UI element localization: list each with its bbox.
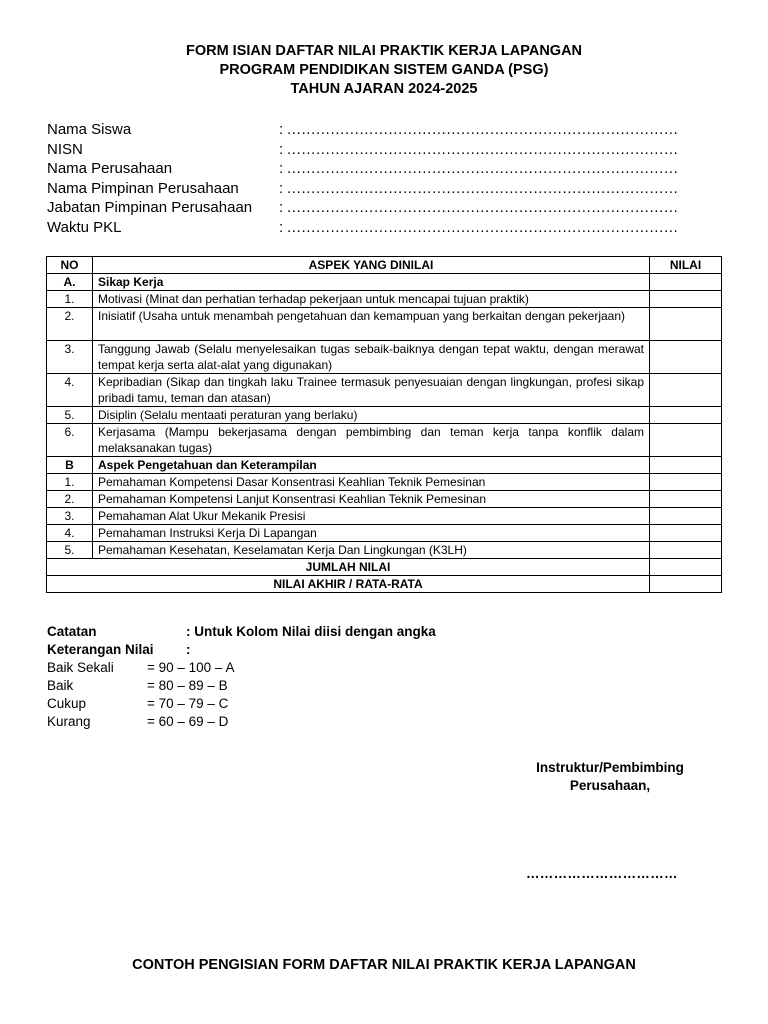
section-row-a — [47, 274, 722, 291]
score-cell — [650, 341, 722, 374]
grade-label: Baik Sekali — [47, 660, 114, 675]
table-row — [47, 291, 722, 308]
item-no: 3. — [47, 341, 93, 374]
table-row — [47, 525, 722, 542]
table-row — [47, 491, 722, 508]
table-row — [47, 374, 722, 407]
signature-company: Perusahaan, — [569, 778, 651, 793]
info-blank: : ……………………………………………………………………… — [279, 160, 678, 177]
item-no: 2. — [47, 491, 93, 508]
info-blank: : ……………………………………………………………………… — [279, 199, 678, 216]
grade-range: = 80 – 89 – B — [147, 678, 228, 693]
item-no: 1. — [47, 291, 93, 308]
info-row-student-name — [47, 120, 727, 140]
item-desc: Inisiatif (Usaha untuk menambah pengetahuan dan kemampuan yang berkaitan dengan pekerjaan) — [93, 308, 650, 341]
item-no: 5. — [47, 542, 93, 559]
score-cell — [650, 542, 722, 559]
info-blank: : ……………………………………………………………………… — [279, 140, 678, 158]
table-row — [47, 474, 722, 491]
total-label: JUMLAH NILAI — [47, 559, 650, 576]
section-no: A. — [47, 274, 93, 291]
info-row-nisn — [47, 140, 727, 160]
info-label: Nama Siswa — [47, 121, 132, 138]
item-desc: Pemahaman Instruksi Kerja Di Lapangan — [93, 525, 650, 542]
score-cell — [650, 291, 722, 308]
section-no: B — [47, 457, 93, 474]
item-no: 4. — [47, 525, 93, 542]
info-row-pkl-period — [47, 218, 727, 238]
table-row — [47, 308, 722, 341]
info-label: Nama Perusahaan — [47, 160, 173, 177]
header-no: NO — [47, 257, 93, 274]
signature-title: Instruktur/Pembimbing — [536, 760, 684, 775]
item-desc: Motivasi (Minat dan perhatian terhadap pekerjaan untuk mencapai tujuan praktik) — [93, 291, 650, 308]
item-no: 5. — [47, 407, 93, 424]
score-cell — [650, 308, 722, 341]
academic-year: TAHUN AJARAN 2024-2025 — [290, 81, 478, 97]
header-aspect: ASPEK YANG DINILAI — [93, 257, 650, 274]
table-row — [47, 424, 722, 457]
score-cell — [650, 457, 722, 474]
signature-block — [510, 759, 710, 795]
item-desc: Pemahaman Alat Ukur Mekanik Presisi — [93, 508, 650, 525]
header-score: NILAI — [650, 257, 722, 274]
item-desc: Pemahaman Kesehatan, Keselamatan Kerja Dan Lingkungan (K3LH) — [93, 542, 650, 559]
score-cell — [650, 559, 722, 576]
info-label: Nama Pimpinan Perusahaan — [47, 179, 239, 197]
form-subtitle: PROGRAM PENDIDIKAN SISTEM GANDA (PSG) — [219, 62, 549, 78]
info-blank: : ……………………………………………………………………… — [279, 179, 678, 197]
info-blank: : ……………………………………………………………………… — [279, 121, 678, 138]
grade-range: = 90 – 100 – A — [147, 660, 235, 675]
item-desc: Pemahaman Kompetensi Lanjut Konsentrasi Keahlian Teknik Pemesinan — [93, 491, 650, 508]
note-text: : Untuk Kolom Nilai diisi dengan angka — [186, 624, 436, 639]
table-header-row — [47, 257, 722, 274]
table-row — [47, 508, 722, 525]
info-row-leader-position — [47, 198, 727, 218]
info-row-company-leader — [47, 179, 727, 199]
average-label: NILAI AKHIR / RATA-RATA — [47, 576, 650, 593]
score-cell — [650, 274, 722, 291]
info-label: Jabatan Pimpinan Perusahaan — [47, 199, 253, 216]
score-cell — [650, 576, 722, 593]
item-desc: Kerjasama (Mampu bekerjasama dengan pembimbing dan teman kerja tanpa konflik dalam melaksanakan tugas) — [93, 424, 650, 457]
footer-caption: CONTOH PENGISIAN FORM DAFTAR NILAI PRAKTIK KERJA LAPANGAN — [132, 957, 636, 973]
item-desc: Disiplin (Selalu mentaati peraturan yang berlaku) — [93, 407, 650, 424]
item-no: 3. — [47, 508, 93, 525]
score-cell — [650, 474, 722, 491]
info-label: NISN — [47, 140, 83, 158]
item-desc: Kepribadian (Sikap dan tingkah laku Trainee termasuk penyesuaian dengan lingkungan, profesi sikap pribadi tamu, teman dan atasan) — [93, 374, 650, 407]
form-title: FORM ISIAN DAFTAR NILAI PRAKTIK KERJA LAPANGAN — [185, 43, 583, 59]
assessment-table — [46, 256, 722, 593]
section-row-b — [47, 457, 722, 474]
grade-label: Baik — [47, 678, 74, 693]
item-no: 6. — [47, 424, 93, 457]
item-no: 2. — [47, 308, 93, 341]
note-label: Catatan — [47, 624, 97, 639]
info-row-company — [47, 159, 727, 179]
grade-range: = 70 – 79 – C — [147, 696, 229, 711]
grade-label: Kurang — [47, 714, 91, 729]
info-label: Waktu PKL — [47, 218, 122, 236]
item-desc: Pemahaman Kompetensi Dasar Konsentrasi Keahlian Teknik Pemesinan — [93, 474, 650, 491]
signature-blank-line: …………………………… — [526, 866, 678, 881]
info-blank: : ……………………………………………………………………… — [279, 218, 678, 236]
table-row — [47, 407, 722, 424]
table-row — [47, 341, 722, 374]
table-row — [47, 542, 722, 559]
student-info-block — [47, 120, 727, 237]
legend-colon: : — [186, 642, 191, 657]
section-title: Sikap Kerja — [93, 274, 650, 291]
score-cell — [650, 374, 722, 407]
score-cell — [650, 424, 722, 457]
grade-label: Cukup — [47, 696, 87, 711]
score-cell — [650, 407, 722, 424]
score-cell — [650, 508, 722, 525]
average-row — [47, 576, 722, 593]
item-no: 4. — [47, 374, 93, 407]
item-no: 1. — [47, 474, 93, 491]
grade-range: = 60 – 69 – D — [147, 714, 229, 729]
legend-label: Keterangan Nilai — [47, 642, 154, 657]
score-cell — [650, 491, 722, 508]
score-cell — [650, 525, 722, 542]
total-row — [47, 559, 722, 576]
item-desc: Tanggung Jawab (Selalu menyelesaikan tugas sebaik-baiknya dengan tepat waktu, dengan merawat tempat kerja serta alat-alat yang digunakan) — [93, 341, 650, 374]
section-title: Aspek Pengetahuan dan Keterampilan — [93, 457, 650, 474]
